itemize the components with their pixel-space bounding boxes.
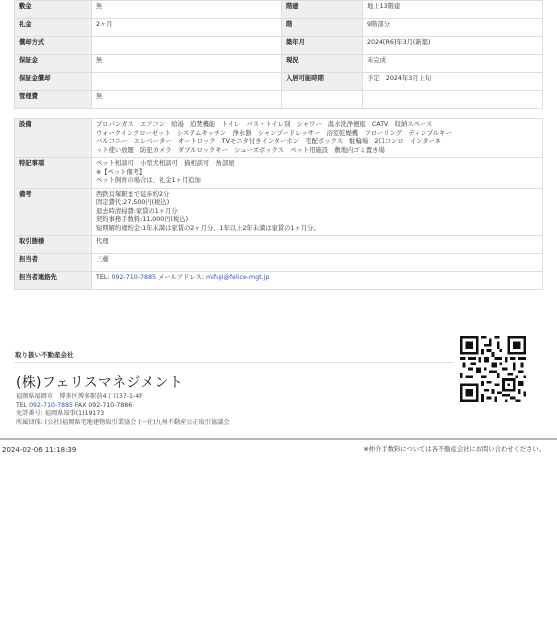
table-row bbox=[15, 236, 543, 254]
table-row bbox=[15, 119, 543, 158]
contact-mail-link[interactable]: mifuji@felice-mgt.jp bbox=[205, 274, 270, 281]
equipment-value bbox=[92, 119, 543, 158]
deposit-amortization-value bbox=[92, 73, 282, 91]
table-row bbox=[15, 158, 543, 189]
agency-fax: FAX 092-710-7886 bbox=[72, 401, 133, 409]
equipment-label: 設備 bbox=[15, 119, 92, 158]
status-value: 未完成 bbox=[363, 55, 543, 73]
footer bbox=[0, 438, 557, 454]
deposit-amortization-label: 保証金償却 bbox=[15, 73, 92, 91]
equipment-line: バルコニー エレベーター オートロック TVモニタ付きインターホン 宅配ボックス 駐輪場 2口コンロ インターネ bbox=[96, 138, 441, 145]
security-deposit-label: 保証金 bbox=[15, 55, 92, 73]
basic-info-table bbox=[14, 0, 543, 109]
contact-value bbox=[92, 272, 543, 290]
management-fee-value: 無 bbox=[92, 91, 282, 109]
features-line: ※【ペット備考】 bbox=[96, 168, 146, 176]
status-label: 現況 bbox=[282, 55, 363, 73]
amortization-value bbox=[92, 37, 282, 55]
contact-tel-link[interactable]: 092-710-7885 bbox=[111, 274, 157, 281]
agency-license: 免許番号: 福岡県知事(1)19173 bbox=[16, 410, 105, 418]
remarks-label: 備考 bbox=[15, 188, 92, 236]
table-row bbox=[15, 272, 543, 290]
qr-code-icon bbox=[460, 336, 526, 402]
table-row bbox=[15, 188, 543, 236]
floors-value: 地上13階建 bbox=[363, 1, 543, 19]
details-table bbox=[14, 118, 543, 290]
agency-heading: 取り扱い不動産会社 bbox=[15, 351, 74, 359]
table-row bbox=[15, 37, 543, 55]
equipment-line: プロパンガス エアコン 給湯 追焚機能 トイレ バス・トイレ別 シャワー 温水洗浄便座 CATV 収納スペース bbox=[96, 121, 433, 128]
agency-name: (株)フェリスマネジメント bbox=[16, 375, 184, 391]
key-money-label: 礼金 bbox=[15, 19, 92, 37]
agency-association: 所属団体: (公社)福岡県宅地建物取引業協会 (一社)九州不動産公正取引協議会 bbox=[16, 419, 230, 427]
amortization-label: 償却方式 bbox=[15, 37, 92, 55]
floors-label: 階建 bbox=[282, 1, 363, 19]
empty-cell bbox=[363, 91, 543, 109]
footer-divider bbox=[0, 438, 557, 440]
deposit-value: 無 bbox=[92, 1, 282, 19]
remarks-line: 退去時清掃費:家賃の1ヶ月分 bbox=[96, 207, 178, 215]
contact-person-label: 担当者 bbox=[15, 254, 92, 272]
contact-mail-prefix: メールアドレス: bbox=[156, 274, 206, 281]
property-detail-sheet bbox=[14, 0, 543, 290]
agency-tel-link[interactable]: 092-710-7885 bbox=[29, 401, 73, 409]
empty-cell bbox=[282, 91, 363, 109]
transaction-type-value: 代理 bbox=[92, 236, 543, 254]
remarks-line: 固定費代:27,500円(税込) bbox=[96, 199, 170, 206]
remarks-line: 契約事務手数料:11,000円(税込) bbox=[96, 216, 189, 223]
move-in-label: 入居可能時期 bbox=[282, 73, 363, 91]
features-value bbox=[92, 158, 543, 189]
remarks-line: 西鉄貝塚駅まで徒歩約2分 bbox=[96, 190, 170, 198]
transaction-type-label: 取引態様 bbox=[15, 236, 92, 254]
agency-tel-label: TEL bbox=[16, 401, 30, 409]
table-row bbox=[15, 254, 543, 272]
floor-value: 9階部分 bbox=[363, 19, 543, 37]
deposit-label: 敷金 bbox=[15, 1, 92, 19]
security-deposit-value: 無 bbox=[92, 55, 282, 73]
print-timestamp: 2024-02-06 11:18:39 bbox=[2, 446, 77, 454]
contact-person-value: 三藤 bbox=[92, 254, 543, 272]
agency-info bbox=[16, 393, 230, 428]
remarks-line: 短期解約違約金:1年未満は家賃の2ヶ月分、1年以上2年未満は家賃の1ヶ月分。 bbox=[96, 224, 320, 232]
agency-address: 福岡県福岡市 博多区博多駅前4丁目37-1-4F bbox=[16, 393, 143, 400]
contact-label: 担当者連絡先 bbox=[15, 272, 92, 290]
table-row bbox=[15, 55, 543, 73]
built-date-value: 2024[R6]年3月(新築) bbox=[363, 37, 543, 55]
built-date-label: 築年月 bbox=[282, 37, 363, 55]
management-fee-label: 管理費 bbox=[15, 91, 92, 109]
commission-note: ※仲介手数料については各不動産会社にお問い合わせください。 bbox=[363, 446, 545, 453]
table-row bbox=[15, 73, 543, 91]
features-line: ペット相談可 小型犬相談可 猫相談可 角部屋 bbox=[96, 160, 235, 167]
table-row bbox=[15, 1, 543, 19]
equipment-line: ウォークインクローゼット システムキッチン 浄水器 シャンプードレッサー 浴室乾燥機 フローリング ディンプルキー bbox=[96, 129, 452, 137]
contact-tel-prefix: TEL: bbox=[96, 274, 112, 281]
remarks-value bbox=[92, 188, 543, 236]
divider bbox=[14, 362, 454, 363]
move-in-value: 予定 2024年3月上旬 bbox=[363, 73, 543, 91]
floor-label: 階 bbox=[282, 19, 363, 37]
table-row bbox=[15, 19, 543, 37]
features-line: ペット飼育の場合は、礼金1ヶ月追加 bbox=[96, 177, 201, 184]
table-row bbox=[15, 91, 543, 109]
key-money-value: 2ヶ月 bbox=[92, 19, 282, 37]
features-label: 特記事項 bbox=[15, 158, 92, 189]
equipment-line: ット使い放題 防犯カメラ ダブルロックキー シューズボックス ペット用施設 敷地内ゴミ置き場 bbox=[96, 146, 385, 154]
